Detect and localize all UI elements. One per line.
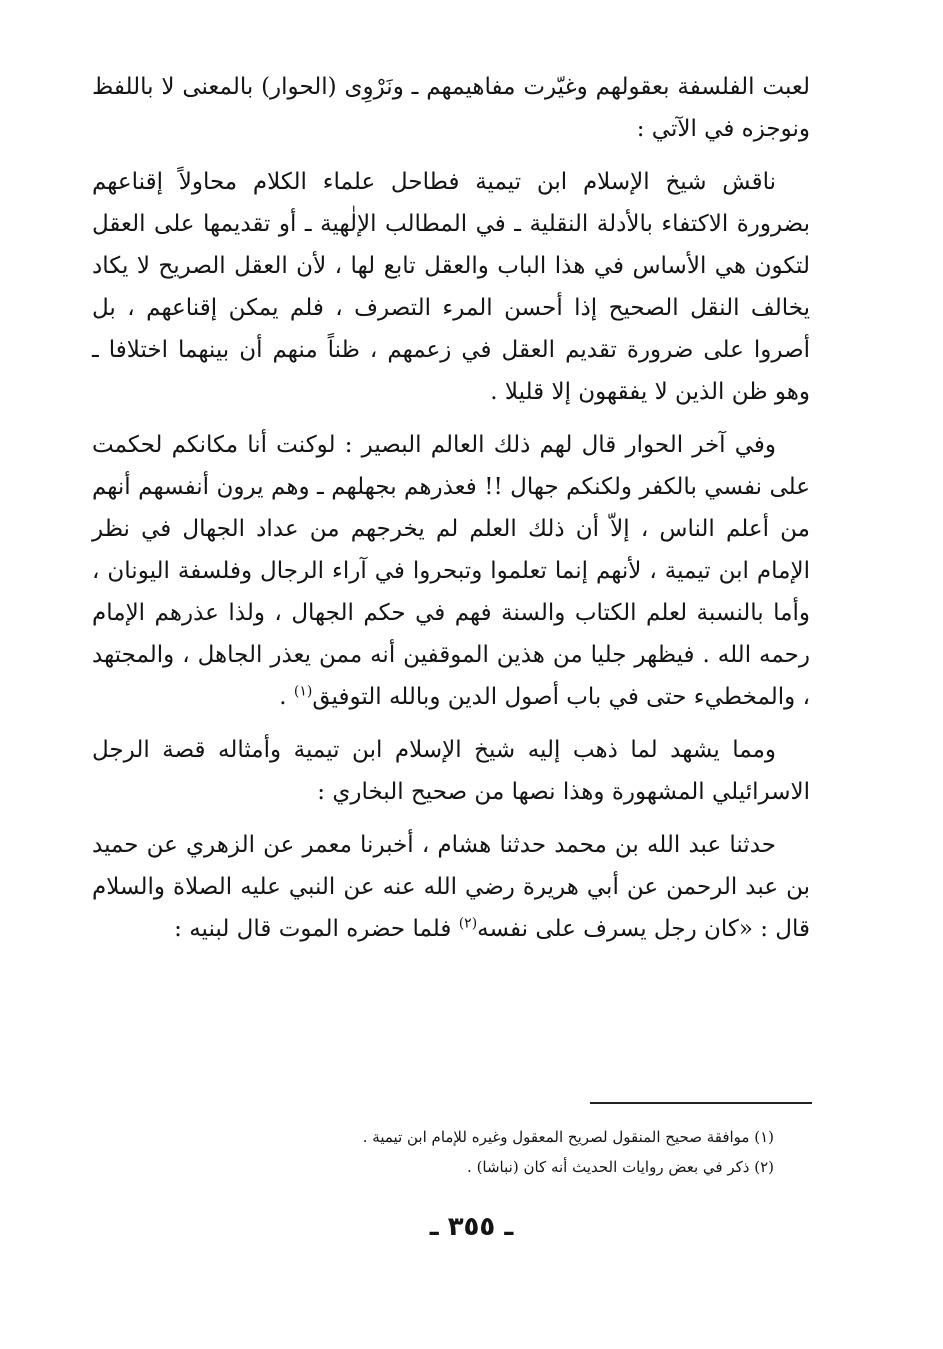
paragraph-5 — [92, 824, 810, 950]
footnote-separator — [590, 1102, 812, 1104]
paragraph-2-text: ناقش شيخ الإسلام ابن تيمية فطاحل علماء الكلام محاولاً إقناعهم بضرورة الاكتفاء بالأدلة النقلية ـ في المطالب الإلٰهية ـ أو تقديمها على العقل لتكون هي الأساس في هذا الباب والعقل تابع لها ، لأن العقل الصريح لا يكاد يخالف النقل الصحيح إذا أحسن المرء التصرف ، فلم يمكن إقناعهم ، بل أصروا على ضرورة تقديم العقل في زعمهم ، ظناً منهم أن بينهما اختلافا ـ وهو ظن الذين لا يفقهون إلا قليلا . — [92, 169, 810, 405]
paragraph-2 — [92, 161, 810, 413]
footnote-marker-2: (٢) — [458, 915, 478, 932]
footnote-1: (١) موافقة صحيح المنقول لصريح المعقول وغيره للإمام ابن تيمية . — [362, 1128, 774, 1146]
footnotes — [92, 1122, 810, 1182]
body-text — [92, 66, 810, 961]
paragraph-1 — [92, 66, 810, 150]
paragraph-3-end: . — [279, 684, 294, 710]
paragraph-5-end: فلما حضره الموت قال لبنيه : — [174, 916, 459, 942]
paragraph-1-text: لعبت الفلسفة بعقولهم وغيّرت مفاهيمهم ـ ونَرْوِى (الحوار) بالمعنى لا باللفظ ونوجزه في الآتي : — [92, 74, 810, 142]
footnote-2: (٢) ذكر في بعض روايات الحديث أنه كان (نباشا) . — [467, 1158, 774, 1176]
paragraph-4-text: ومما يشهد لما ذهب إليه شيخ الإسلام ابن تيمية وأمثاله قصة الرجل الاسرائيلي المشهورة وهذا نصها من صحيح البخاري : — [92, 737, 810, 805]
footnote-marker-1: (١) — [293, 683, 313, 700]
page-number: ـ ٣٥٥ ـ — [429, 1212, 514, 1242]
paragraph-3 — [92, 424, 810, 718]
paragraph-3-text: وفي آخر الحوار قال لهم ذلك العالم البصير : لوكنت أنا مكانكم لحكمت على نفسي بالكفر ولكنكم جهال !! فعذرهم بجهلهم ـ وهم يرون أنفسهم أنهم من أعلم الناس ، إلاّ أن ذلك العلم لم يخرجهم من عداد الجهال في نظر الإمام ابن تيمية ، لأنهم إنما تعلموا وتبحروا في آراء الرجال وفلسفة اليونان ، وأما بالنسبة لعلم الكتاب والسنة فهم في حكم الجهال ، ولذا عذرهم الإمام رحمه الله . فيظهر جليا من هذين الموقفين أنه ممن يعذر الجاهل ، والمجتهد ، والمخطيء حتى في باب أصول الدين وبالله التوفيق — [92, 432, 810, 710]
paragraph-5-text: حدثنا عبد الله بن محمد حدثنا هشام ، أخبرنا معمر عن الزهري عن حميد بن عبد الرحمن عن أبي هريرة رضي الله عنه عن النبي عليه الصلاة والسلام قال : «كان رجل يسرف على نفسه — [92, 832, 810, 942]
paragraph-4 — [92, 729, 810, 813]
